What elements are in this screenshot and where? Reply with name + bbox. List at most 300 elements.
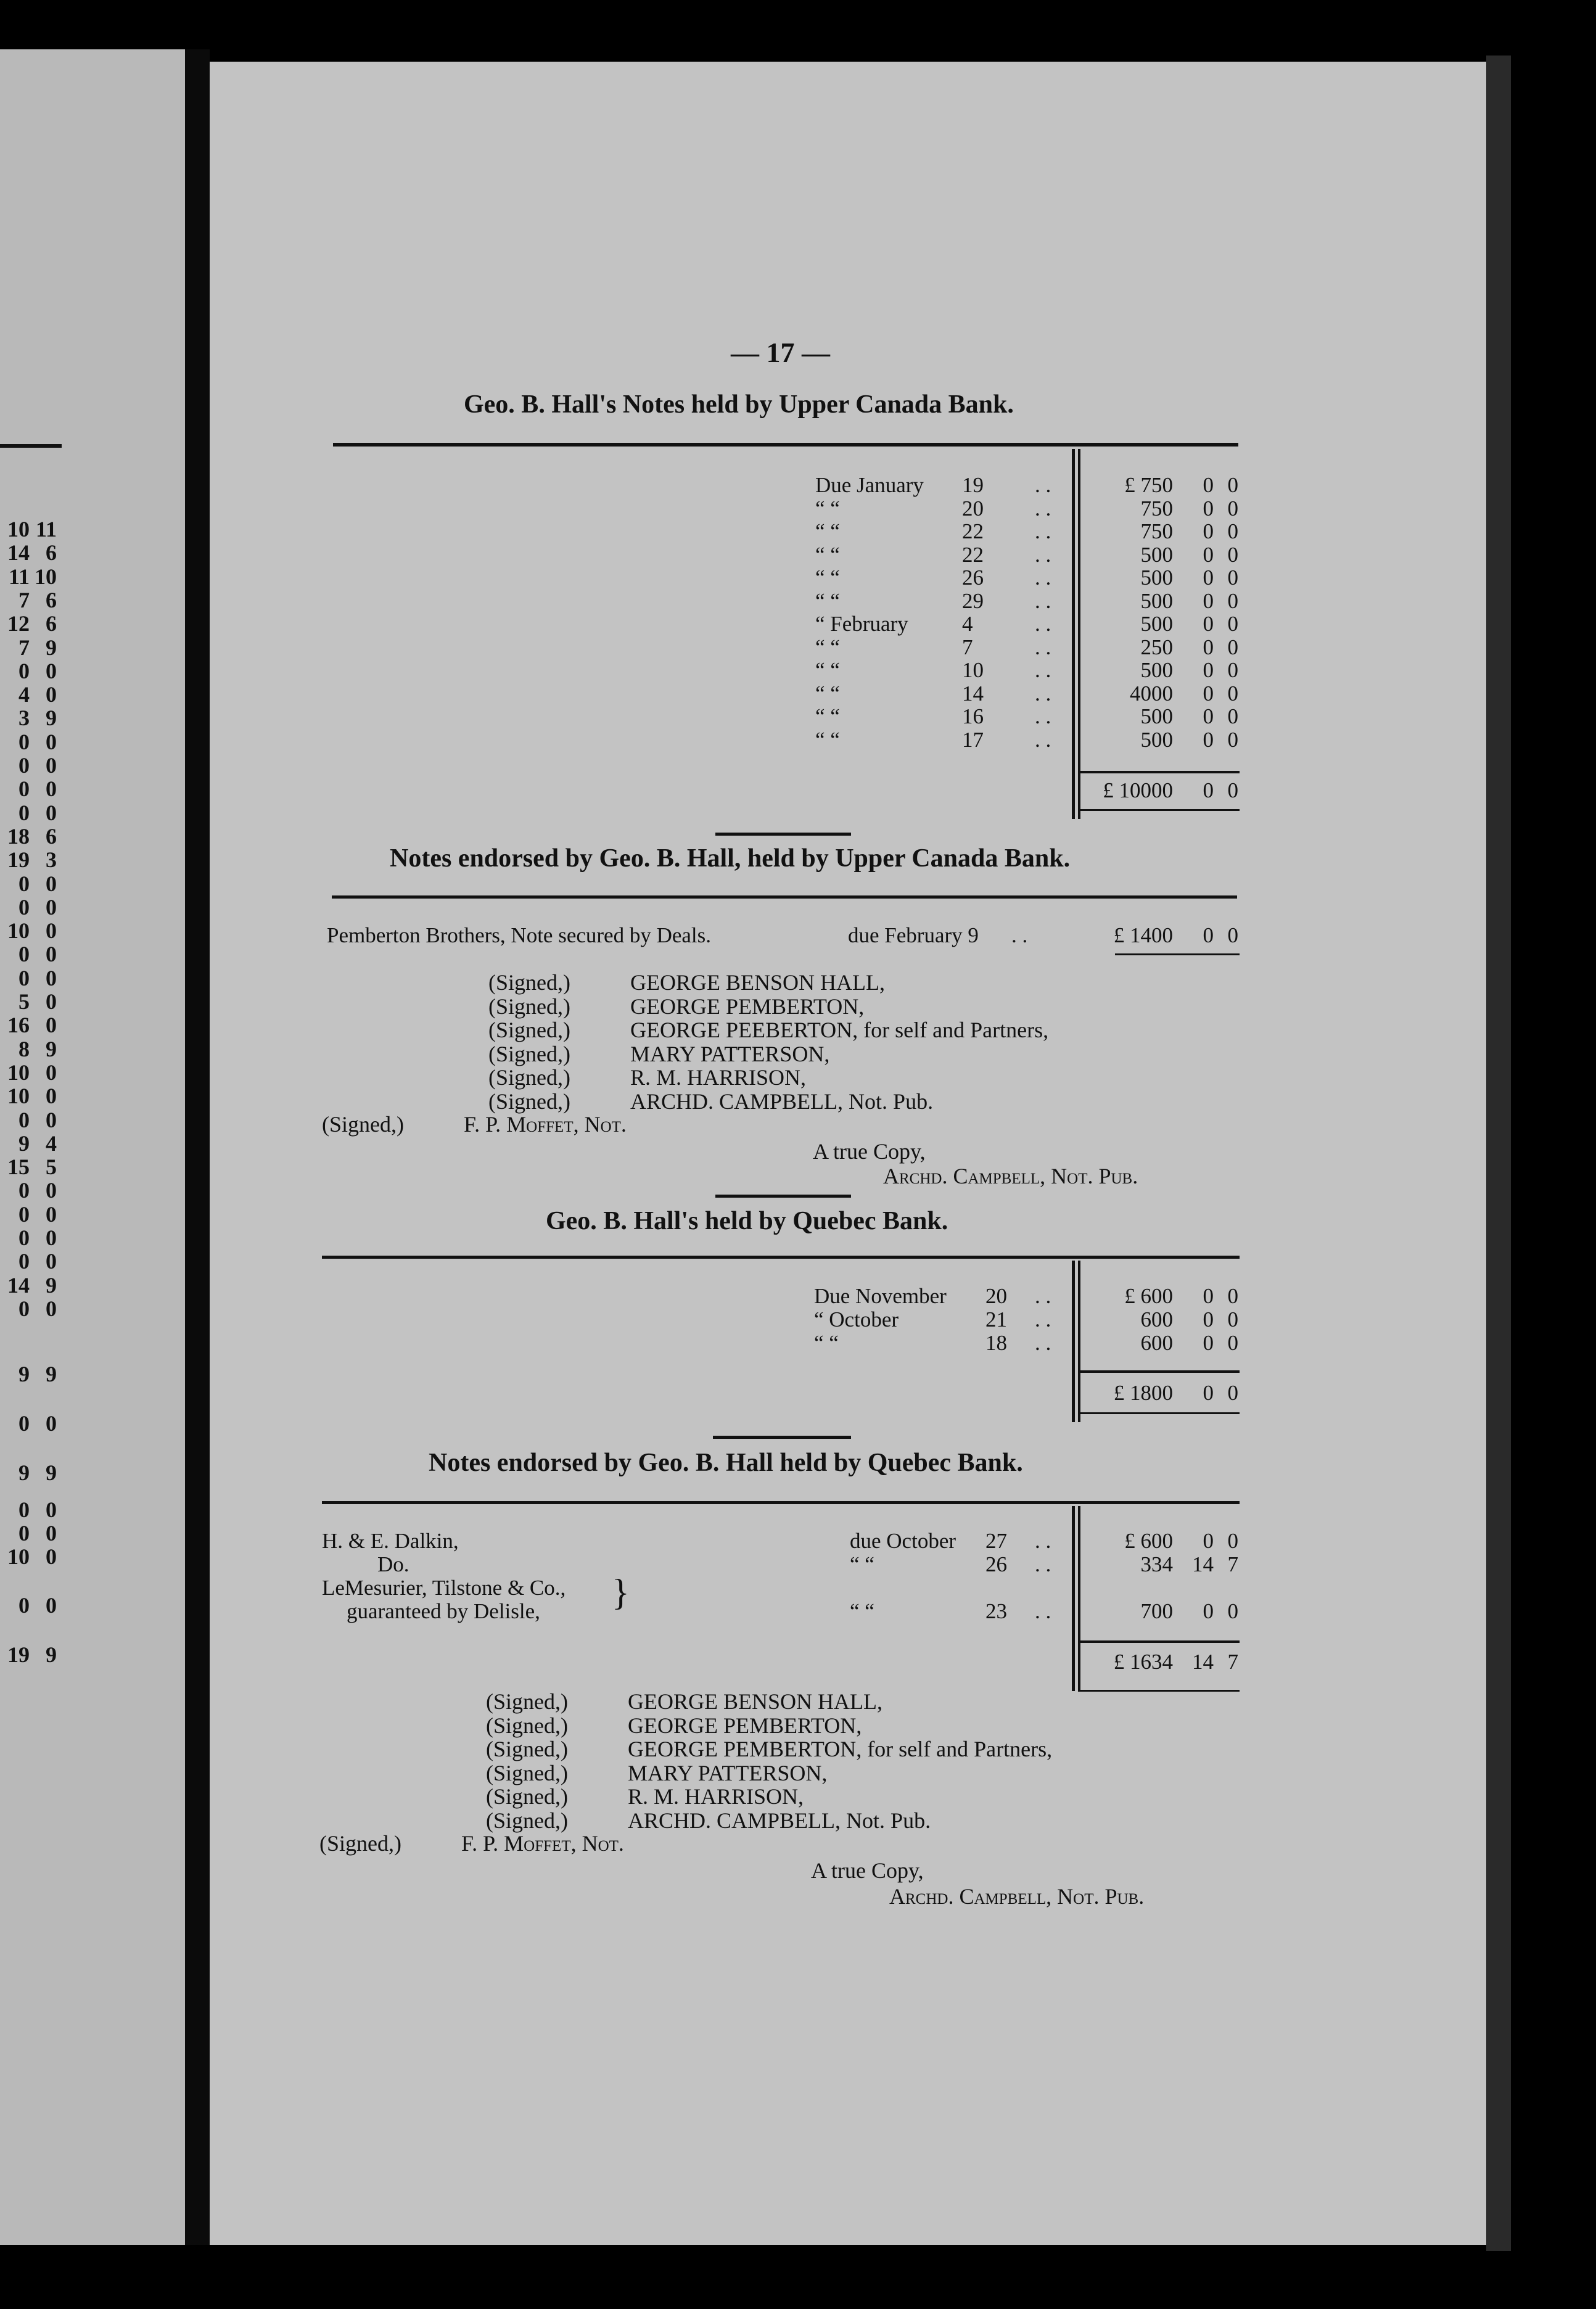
due-date: “ “ [815, 542, 840, 567]
signed-label: (Signed,) [486, 1760, 568, 1785]
note-description: Do. [377, 1552, 409, 1576]
left-row [0, 636, 62, 659]
dot-leader: . . [1035, 519, 1051, 543]
left-row [0, 612, 62, 635]
dot-leader: . . [1035, 588, 1051, 613]
total-pence: 7 [1227, 1650, 1238, 1674]
left-value-a: 0 [19, 942, 30, 967]
left-total-row [0, 1522, 62, 1544]
signed-label: (Signed,) [486, 1784, 568, 1809]
dot-leader: . . [1035, 1331, 1051, 1355]
section3-title: Geo. B. Hall's held by Quebec Bank. [546, 1207, 948, 1235]
amount-pence: 0 [1227, 473, 1238, 497]
left-row [0, 920, 62, 942]
left-value-a: 0 [19, 1225, 30, 1250]
total-shillings: 14 [1192, 1650, 1214, 1674]
signed-label: (Signed,) [488, 1089, 570, 1114]
section2-rule [332, 895, 1237, 899]
left-value-b: 6 [46, 587, 57, 612]
left-value-b: 0 [46, 1013, 57, 1038]
amount-shillings: 0 [1203, 1307, 1214, 1331]
note-shillings: 0 [1203, 923, 1214, 947]
due-date: due October [850, 1529, 956, 1553]
left-value-a: 0 [19, 1107, 30, 1132]
book-gutter [185, 49, 210, 2245]
left-value-b: 11 [35, 517, 57, 541]
left-row [0, 778, 62, 800]
table-row [814, 566, 1240, 590]
left-value-b: 6 [46, 540, 57, 566]
left-value-a: 7 [19, 635, 30, 660]
note-description: LeMesurier, Tilstone & Co., [322, 1576, 566, 1600]
amount-pounds: 600 [1140, 1331, 1173, 1355]
amount-pounds: 500 [1140, 542, 1173, 567]
amount-pounds: 334 [1140, 1552, 1173, 1576]
left-value-b: 9 [46, 1460, 57, 1485]
left-row [0, 1014, 62, 1036]
due-date: “ October [814, 1307, 899, 1331]
signed-label: (Signed,) [488, 994, 570, 1019]
total-pence: 0 [1227, 778, 1238, 802]
left-value-b: 0 [46, 1544, 57, 1569]
section1-rule [333, 443, 1238, 447]
page-edge [1486, 56, 1511, 2251]
signatory-name: MARY PATTERSON, [630, 1041, 830, 1066]
left-row [0, 1109, 62, 1131]
left-value-b: 0 [46, 753, 57, 778]
amount-shillings: 14 [1192, 1552, 1214, 1576]
table-row [814, 612, 1240, 636]
left-row [0, 541, 62, 564]
due-day: 29 [962, 588, 984, 613]
dot-leader: . . [1035, 727, 1051, 752]
section-divider [715, 833, 851, 836]
signatory-name: ARCHD. CAMPBELL, Not. Pub. [630, 1089, 934, 1114]
left-value-b: 6 [46, 611, 57, 636]
due-day: 4 [962, 612, 973, 636]
table-row [814, 1331, 1240, 1355]
left-total-row [0, 1412, 62, 1434]
left-value-b: 0 [46, 942, 57, 967]
section2-row [327, 924, 1240, 947]
left-row [0, 825, 62, 847]
dot-leader: . . [1035, 496, 1051, 521]
signatory-name: MARY PATTERSON, [628, 1760, 828, 1785]
signatory-name: GEORGE BENSON HALL, [630, 970, 885, 995]
left-row [0, 802, 62, 824]
amount-pence: 0 [1227, 612, 1238, 636]
left-row [0, 849, 62, 871]
left-total-row [0, 1462, 62, 1484]
brace: } [612, 1572, 630, 1613]
left-row [0, 589, 62, 611]
section4-title: Notes endorsed by Geo. B. Hall held by Quebec Bank. [429, 1449, 1023, 1477]
dot-leader: . . [1035, 1529, 1051, 1553]
table-row [814, 474, 1240, 497]
due-date: Due November [814, 1284, 947, 1308]
table-row [814, 590, 1240, 613]
dot-leader: . . [1035, 1284, 1051, 1308]
signatory-name: ARCHD. CAMPBELL, Not. Pub. [628, 1808, 931, 1833]
signature-line [488, 1064, 806, 1090]
due-date: “ “ [815, 727, 840, 752]
signature-line [488, 1089, 933, 1114]
left-value-b: 0 [46, 1084, 57, 1109]
signed-label: (Signed,) [488, 1065, 570, 1090]
left-value-b: 4 [46, 1130, 57, 1156]
left-value-b: 0 [46, 871, 57, 896]
due-day: 23 [985, 1599, 1007, 1623]
due-day: 19 [962, 473, 984, 497]
dot-leader: . . [1035, 566, 1051, 590]
section-divider [713, 1436, 851, 1439]
left-row [0, 1298, 62, 1320]
amount-shillings: 0 [1203, 1529, 1214, 1553]
due-day: 18 [985, 1331, 1007, 1355]
left-value-a: 4 [19, 682, 30, 707]
amount-shillings: 0 [1203, 519, 1214, 543]
left-value-a: 9 [19, 1460, 30, 1485]
signature-line [486, 1713, 862, 1739]
table-row [814, 682, 1240, 706]
due-day: 20 [985, 1284, 1007, 1308]
total-shillings: 0 [1203, 778, 1214, 802]
amount-shillings: 0 [1203, 727, 1214, 752]
due-day: 10 [962, 658, 984, 682]
left-value-b: 0 [46, 776, 57, 802]
left-total-row [0, 1644, 62, 1666]
left-row [0, 566, 62, 588]
left-value-a: 3 [19, 706, 30, 731]
left-value-a: 0 [19, 1178, 30, 1203]
amount-pounds: 4000 [1130, 681, 1173, 706]
note-pounds: £ 1400 [1113, 923, 1173, 947]
table-row [814, 497, 1240, 521]
amount-pence: 0 [1227, 1331, 1238, 1355]
left-value-b: 0 [46, 965, 57, 990]
witness-name: F. P. Moffet, Not. [464, 1112, 627, 1137]
signed-label: (Signed,) [488, 970, 570, 995]
due-date: “ “ [815, 519, 840, 543]
signed-label: (Signed,) [488, 1018, 570, 1042]
table-row [322, 1529, 1240, 1553]
table-row [814, 520, 1240, 543]
left-value-b: 9 [46, 1642, 57, 1667]
left-value-b: 9 [46, 635, 57, 660]
left-value-a: 14 [7, 1272, 30, 1298]
left-value-a: 12 [7, 611, 30, 636]
copy-signature: Archd. Campbell, Not. Pub. [883, 1164, 1138, 1188]
section1-total-rule [1078, 771, 1240, 773]
amount-pounds: 700 [1140, 1599, 1173, 1623]
section1-total-underline [1078, 809, 1240, 811]
left-row [0, 660, 62, 682]
left-value-b: 9 [46, 1362, 57, 1386]
amount-pence: 0 [1227, 681, 1238, 706]
true-copy: A true Copy, [811, 1858, 924, 1883]
left-value-b: 9 [46, 1272, 57, 1298]
left-row [0, 1132, 62, 1154]
amount-pence: 0 [1227, 542, 1238, 567]
signature-line [486, 1736, 1052, 1762]
section2-title: Notes endorsed by Geo. B. Hall, held by Upper Canada Bank. [390, 844, 1071, 873]
section1-total-row [1078, 779, 1240, 802]
due-date: “ “ [850, 1552, 874, 1576]
amount-pence: 0 [1227, 519, 1238, 543]
left-row [0, 967, 62, 989]
amount-pence: 0 [1227, 1529, 1238, 1553]
left-value-a: 0 [19, 800, 30, 825]
amount-pence: 7 [1227, 1552, 1238, 1576]
witness-line: (Signed,) F. P. Moffet, Not. [322, 1112, 627, 1137]
left-row [0, 754, 62, 776]
note-description: Pemberton Brothers, Note secured by Deals. [327, 923, 712, 947]
amount-pounds: 500 [1140, 612, 1173, 636]
signature-line [486, 1689, 882, 1714]
signatory-name: GEORGE PEMBERTON, [630, 994, 865, 1019]
left-value-b: 0 [46, 1411, 57, 1436]
signature-line [486, 1760, 827, 1786]
left-value-b: 0 [46, 729, 57, 754]
section3-total-underline [1078, 1412, 1240, 1414]
left-value-b: 0 [46, 1178, 57, 1203]
left-value-a: 0 [19, 1411, 30, 1436]
left-total-row [0, 1546, 62, 1568]
amount-pence: 0 [1227, 496, 1238, 521]
amount-pounds: 500 [1140, 727, 1173, 752]
total-pence: 0 [1227, 1381, 1238, 1405]
left-value-a: 0 [19, 776, 30, 802]
amount-pounds: 500 [1140, 704, 1173, 728]
left-value-b: 9 [46, 1036, 57, 1061]
amount-pounds: 600 [1140, 1307, 1173, 1331]
table-row [322, 1600, 1240, 1623]
left-value-a: 0 [19, 658, 30, 683]
witness-name: F. P. Moffet, Not. [461, 1831, 624, 1856]
left-row [0, 990, 62, 1013]
amount-shillings: 0 [1203, 612, 1214, 636]
signatory-name: GEORGE PEMBERTON, [628, 1713, 862, 1738]
due-day: 21 [985, 1307, 1007, 1331]
signature-line [488, 969, 885, 995]
table-row [814, 1308, 1240, 1331]
amount-pounds: 750 [1140, 496, 1173, 521]
due-date: “ “ [814, 1331, 839, 1355]
left-value-a: 7 [19, 587, 30, 612]
amount-pence: 0 [1227, 704, 1238, 728]
amount-pounds: 250 [1140, 635, 1173, 659]
left-value-a: 0 [19, 1521, 30, 1546]
section-divider [715, 1195, 851, 1198]
amount-shillings: 0 [1203, 542, 1214, 567]
left-row [0, 1274, 62, 1296]
left-row [0, 518, 62, 540]
dot-leader: . . [1035, 635, 1051, 659]
due-date: “ “ [815, 681, 840, 706]
left-value-b: 9 [46, 706, 57, 731]
signed-label: (Signed,) [488, 1041, 570, 1066]
amount-shillings: 0 [1203, 635, 1214, 659]
due-day: 7 [962, 635, 973, 659]
left-value-a: 0 [19, 1497, 30, 1522]
witness-line: (Signed,) F. P. Moffet, Not. [319, 1831, 624, 1856]
due-date: “ “ [815, 588, 840, 613]
left-value-b: 3 [46, 847, 57, 873]
amount-pence: 0 [1227, 588, 1238, 613]
amount-shillings: 0 [1203, 496, 1214, 521]
signature-line [488, 1041, 829, 1067]
left-value-b: 0 [46, 989, 57, 1014]
left-value-b: 0 [46, 1296, 57, 1321]
true-copy: A true Copy, [813, 1139, 926, 1164]
amount-pounds: £ 750 [1124, 473, 1173, 497]
amount-shillings: 0 [1203, 1331, 1214, 1355]
left-value-a: 0 [19, 1201, 30, 1227]
section4-rule [322, 1501, 1240, 1504]
note-due: due February 9 [848, 923, 979, 947]
left-row [0, 707, 62, 729]
left-row [0, 896, 62, 918]
left-value-b: 0 [46, 1497, 57, 1522]
left-value-b: 10 [35, 564, 57, 589]
left-value-a: 19 [7, 847, 30, 873]
left-value-a: 9 [19, 1362, 30, 1386]
page-number: — 17 — [731, 337, 830, 368]
left-row [0, 873, 62, 895]
table-row [322, 1553, 1240, 1576]
left-total-row [0, 1499, 62, 1521]
left-value-b: 0 [46, 682, 57, 707]
note-description: guaranteed by Delisle, [347, 1599, 540, 1623]
dot-leader: . . [1035, 542, 1051, 567]
left-value-a: 19 [7, 1642, 30, 1667]
left-value-a: 0 [19, 729, 30, 754]
signature-line [488, 994, 864, 1019]
left-row [0, 1203, 62, 1225]
total-pounds: £ 10000 [1103, 778, 1173, 802]
left-row [0, 1179, 62, 1201]
due-day: 17 [962, 727, 984, 752]
left-row [0, 943, 62, 965]
due-date: “ “ [815, 658, 840, 682]
left-total-row [0, 1363, 62, 1385]
left-value-a: 10 [7, 517, 30, 541]
left-value-a: 0 [19, 1249, 30, 1274]
left-value-a: 10 [7, 1544, 30, 1569]
signed-label: (Signed,) [486, 1713, 568, 1738]
total-shillings: 0 [1203, 1381, 1214, 1405]
dot-leader: . . [1035, 681, 1051, 706]
due-day: 26 [962, 566, 984, 590]
signature-line [486, 1784, 804, 1809]
copy-signature: Archd. Campbell, Not. Pub. [889, 1884, 1145, 1909]
left-value-a: 0 [19, 1296, 30, 1321]
amount-pence: 0 [1227, 635, 1238, 659]
left-value-a: 16 [7, 1013, 30, 1038]
left-value-b: 0 [46, 894, 57, 920]
section3-total-rule [1078, 1370, 1240, 1373]
left-value-a: 0 [19, 965, 30, 990]
amount-pence: 0 [1227, 1307, 1238, 1331]
section2-underline [1115, 953, 1240, 955]
table-row [814, 659, 1240, 682]
due-date: Due January [815, 473, 924, 497]
left-row [0, 1038, 62, 1060]
left-row [0, 1250, 62, 1272]
amount-pounds: £ 600 [1124, 1529, 1173, 1553]
due-date: “ “ [850, 1599, 874, 1623]
left-value-b: 6 [46, 823, 57, 849]
left-value-b: 0 [46, 1521, 57, 1546]
total-pounds: £ 1800 [1113, 1381, 1173, 1405]
due-date: “ “ [815, 566, 840, 590]
amount-shillings: 0 [1203, 566, 1214, 590]
table-row [814, 705, 1240, 728]
signatory-name: R. M. HARRISON, [630, 1065, 807, 1090]
section4-total-rule [1078, 1640, 1240, 1643]
left-value-b: 0 [46, 658, 57, 683]
dot-leader: . . [1035, 704, 1051, 728]
table-row [814, 728, 1240, 752]
signed-label: (Signed,) [486, 1808, 568, 1833]
left-rule [0, 444, 62, 448]
section4-total-row [1078, 1650, 1240, 1674]
due-day: 22 [962, 542, 984, 567]
amount-pence: 0 [1227, 566, 1238, 590]
due-day: 20 [962, 496, 984, 521]
amount-pounds: 750 [1140, 519, 1173, 543]
amount-shillings: 0 [1203, 1599, 1214, 1623]
left-value-a: 8 [19, 1036, 30, 1061]
note-pence: 0 [1227, 923, 1238, 947]
due-date: “ “ [815, 704, 840, 728]
left-row [0, 731, 62, 753]
signatory-name: GEORGE PEEBERTON, for self and Partners, [630, 1018, 1049, 1042]
left-value-b: 0 [46, 1060, 57, 1085]
left-value-a: 10 [7, 1060, 30, 1085]
signatory-name: R. M. HARRISON, [628, 1784, 804, 1809]
signed-label: (Signed,) [486, 1737, 568, 1761]
amount-shillings: 0 [1203, 473, 1214, 497]
due-day: 14 [962, 681, 984, 706]
dot-leader: . . [1035, 658, 1051, 682]
left-value-b: 0 [46, 1201, 57, 1227]
left-value-b: 0 [46, 800, 57, 825]
signature-line [486, 1808, 931, 1834]
left-value-a: 0 [19, 1593, 30, 1618]
due-date: “ February [815, 612, 908, 636]
left-value-a: 0 [19, 753, 30, 778]
table-row [322, 1576, 1240, 1600]
due-date: “ “ [815, 635, 840, 659]
dot-leader: . . [1035, 1552, 1051, 1576]
amount-pounds: 500 [1140, 658, 1173, 682]
left-row [0, 1061, 62, 1084]
dot-leader: . . [1011, 923, 1028, 947]
left-value-b: 0 [46, 1107, 57, 1132]
amount-pence: 0 [1227, 1599, 1238, 1623]
left-value-b: 5 [46, 1154, 57, 1180]
section3-rule [322, 1256, 1240, 1259]
signatory-name: GEORGE PEMBERTON, for self and Partners, [628, 1737, 1053, 1761]
left-value-a: 0 [19, 894, 30, 920]
due-day: 22 [962, 519, 984, 543]
dot-leader: . . [1035, 1307, 1051, 1331]
left-value-b: 0 [46, 1225, 57, 1250]
dot-leader: . . [1035, 1599, 1051, 1623]
left-value-b: 0 [46, 918, 57, 944]
dot-leader: . . [1035, 612, 1051, 636]
